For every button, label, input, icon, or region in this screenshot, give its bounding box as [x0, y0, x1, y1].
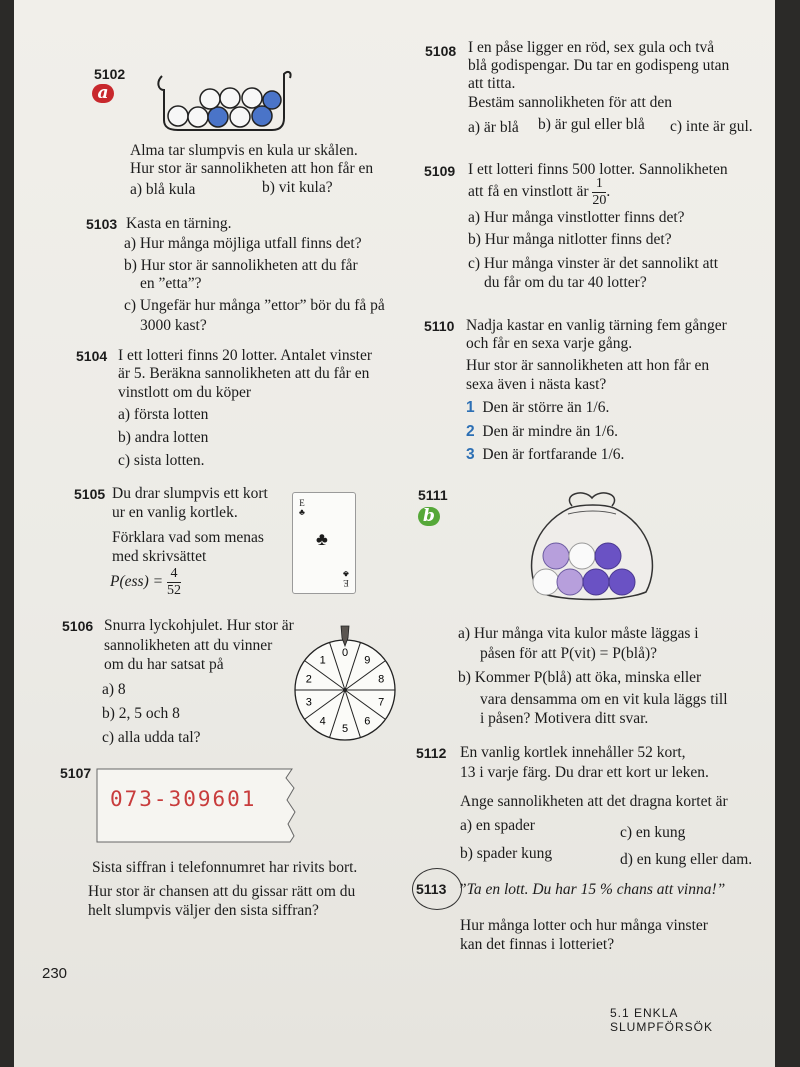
problem-5103-c-1: c) Ungefär hur många ”ettor” bör du få på — [124, 297, 385, 314]
bowl-illustration — [154, 66, 304, 132]
wheel-sector-label: 3 — [305, 696, 312, 709]
problem-5110-option-1: 1 Den är större än 1/6. — [466, 399, 610, 416]
problem-5111-b-1: b) Kommer P(blå) att öka, minska eller — [458, 669, 702, 686]
problem-5104-text-1: I ett lotteri finns 20 lotter. Antalet vinster — [118, 347, 372, 364]
wheel-sector-label: 8 — [378, 673, 385, 686]
problem-5109-text-1: I ett lotteri finns 500 lotter. Sannolikheten — [468, 161, 728, 178]
problem-5107-text-2: Hur stor är chansen att du gissar rätt om du — [88, 883, 356, 900]
problem-number-5113: 5113 — [416, 881, 447, 897]
problem-5113-text-2: Hur många lotter och hur många vinster — [460, 917, 708, 934]
problem-5110-text-3: Hur stor är sannolikheten att hon får en — [466, 357, 710, 374]
problem-5104-text-2: är 5. Beräkna sannolikheten att du får en — [118, 365, 370, 382]
problem-5108-text-3: att titta. — [468, 75, 516, 92]
problem-5103-c-2: 3000 kast? — [140, 317, 207, 334]
problem-5102-b: b) vit kula? — [262, 179, 333, 196]
problem-number-5108: 5108 — [425, 43, 457, 59]
problem-5103-b-1: b) Hur stor är sannolikheten att du får — [124, 257, 358, 274]
problem-5113-quote: ”Ta en lott. Du har 15 % chans att vinna!” — [458, 881, 726, 898]
textbook-page — [14, 0, 775, 1067]
problem-5106-text-2: sannolikheten att du vinner — [104, 637, 273, 654]
problem-5107-text-1: Sista siffran i telefonnumret har rivits bort. — [92, 859, 358, 876]
problem-5112-b: b) spader kung — [460, 845, 553, 862]
problem-5111-b-2: vara densamma om en vit kula läggs till — [480, 691, 728, 708]
wheel-hub — [343, 688, 347, 692]
problem-5109-a: a) Hur många vinstlotter finns det? — [468, 209, 685, 226]
problem-5103-a: a) Hur många möjliga utfall finns det? — [124, 235, 362, 252]
problem-number-5111: 5111 — [418, 487, 448, 503]
phone-number: 073-309601 — [110, 787, 257, 811]
problem-5112-text-1: En vanlig kortlek innehåller 52 kort, — [460, 744, 686, 761]
problem-5113-text-3: kan det finnas i lotteriet? — [460, 936, 615, 953]
problem-5109-b: b) Hur många nitlotter finns det? — [468, 231, 672, 248]
page-number: 230 — [42, 965, 68, 982]
lucky-wheel — [290, 624, 400, 744]
wheel-sector-label: 7 — [378, 696, 385, 709]
problem-5106-text-1: Snurra lyckohjulet. Hur stor är — [104, 617, 294, 634]
problem-5103-intro: Kasta en tärning. — [126, 215, 232, 232]
bag-illustration — [522, 486, 662, 604]
problem-5110-text-4: sexa även i nästa kast? — [466, 376, 607, 393]
problem-5106-c: c) alla udda tal? — [102, 729, 201, 746]
problem-5111-b-3: i påsen? Motivera ditt svar. — [480, 710, 649, 727]
wheel-sector-label: 9 — [364, 654, 371, 667]
problem-5112-d: d) en kung eller dam. — [620, 851, 753, 868]
problem-number-5106: 5106 — [62, 618, 94, 634]
problem-5109-text-2: att få en vinstlott är $\frac{1}{20}$ . — [468, 176, 611, 208]
problem-5102-text-1: Alma tar slumpvis en kula ur skålen. — [130, 142, 358, 159]
problem-5105-text-1: Du drar slumpvis ett kort — [112, 485, 268, 502]
problem-5104-text-3: vinstlott om du köper — [118, 384, 252, 401]
problem-5104-b: b) andra lotten — [118, 429, 209, 446]
problem-5110-option-2: 2 Den är mindre än 1/6. — [466, 423, 618, 440]
wheel-sector-label: 1 — [319, 654, 326, 667]
problem-number-5112: 5112 — [416, 745, 447, 761]
problem-5112-c: c) en kung — [620, 824, 686, 841]
problem-number-5103: 5103 — [86, 216, 118, 232]
problem-5105-text-2: ur en vanlig kortlek. — [112, 504, 238, 521]
wheel-sector-label: 4 — [319, 715, 326, 728]
problem-5111-a-2: påsen för att P(vit) = P(blå)? — [480, 645, 658, 662]
problem-5106-text-3: om du har satsat på — [104, 656, 224, 673]
problem-5105-text-4: med skrivsättet — [112, 548, 207, 565]
problem-5112-text-3: Ange sannolikheten att det dragna kortet är — [460, 793, 728, 810]
problem-5110-text-1: Nadja kastar en vanlig tärning fem gånger — [466, 317, 727, 334]
probability-expression: P(ess) = $\frac{4}{52}$ — [110, 566, 181, 598]
problem-number-5102: 5102 — [94, 66, 126, 82]
problem-5108-c: c) inte är gul. — [670, 118, 753, 135]
problem-5108-a: a) är blå — [468, 119, 519, 136]
problem-5110-text-2: och får en sexa varje gång. — [466, 335, 633, 352]
problem-5106-a: a) 8 — [102, 681, 126, 698]
club-suit-icon: ♣ — [316, 529, 328, 549]
card-corner-top: E ♣ — [299, 498, 305, 517]
level-b-badge: b — [418, 507, 440, 526]
problem-5103-b-2: en ”etta”? — [140, 275, 202, 292]
problem-5105-text-3: Förklara vad som menas — [112, 529, 264, 546]
problem-5111-a-1: a) Hur många vita kulor måste läggas i — [458, 625, 699, 642]
problem-number-5105: 5105 — [74, 486, 106, 502]
problem-5104-c: c) sista lotten. — [118, 452, 205, 469]
problem-5102-text-2: Hur stor är sannolikheten att hon får en — [130, 160, 374, 177]
problem-number-5109: 5109 — [424, 163, 456, 179]
problem-5106-b: b) 2, 5 och 8 — [102, 705, 180, 722]
level-a-badge: a — [92, 84, 114, 103]
problem-5104-a: a) första lotten — [118, 406, 209, 423]
problem-5108-text-2: blå godispengar. Du tar en godispeng utan — [468, 57, 730, 74]
problem-5107-text-3: helt slumpvis väljer den sista siffran? — [88, 902, 319, 919]
playing-card — [292, 492, 356, 594]
wheel-sector-label: 5 — [341, 723, 349, 735]
problem-5109-c-1: c) Hur många vinster är det sannolikt att — [468, 255, 719, 272]
wheel-sector-label: 6 — [364, 715, 371, 728]
problem-5112-text-2: 13 i varje färg. Du drar ett kort ur leken. — [460, 764, 709, 781]
problem-5108-text-1: I en påse ligger en röd, sex gula och två — [468, 39, 715, 56]
problem-5108-b: b) är gul eller blå — [538, 116, 645, 133]
problem-5110-option-3: 3 Den är fortfarande 1/6. — [466, 446, 625, 463]
problem-number-5107: 5107 — [60, 765, 92, 781]
problem-5109-c-2: du får om du tar 40 lotter? — [484, 274, 647, 291]
problem-number-5110: 5110 — [424, 318, 455, 334]
chapter-footer: 5.1 ENKLA SLUMPFÖRSÖK — [610, 1006, 714, 1034]
wheel-sector-label: 0 — [341, 647, 349, 659]
wheel-sector-label: 2 — [305, 673, 312, 686]
problem-5102-a: a) blå kula — [130, 181, 196, 198]
card-corner-bottom: E ♣ — [343, 569, 349, 588]
problem-5108-text-4: Bestäm sannolikheten för att den — [468, 94, 673, 111]
problem-number-5104: 5104 — [76, 348, 108, 364]
problem-5112-a: a) en spader — [460, 817, 535, 834]
